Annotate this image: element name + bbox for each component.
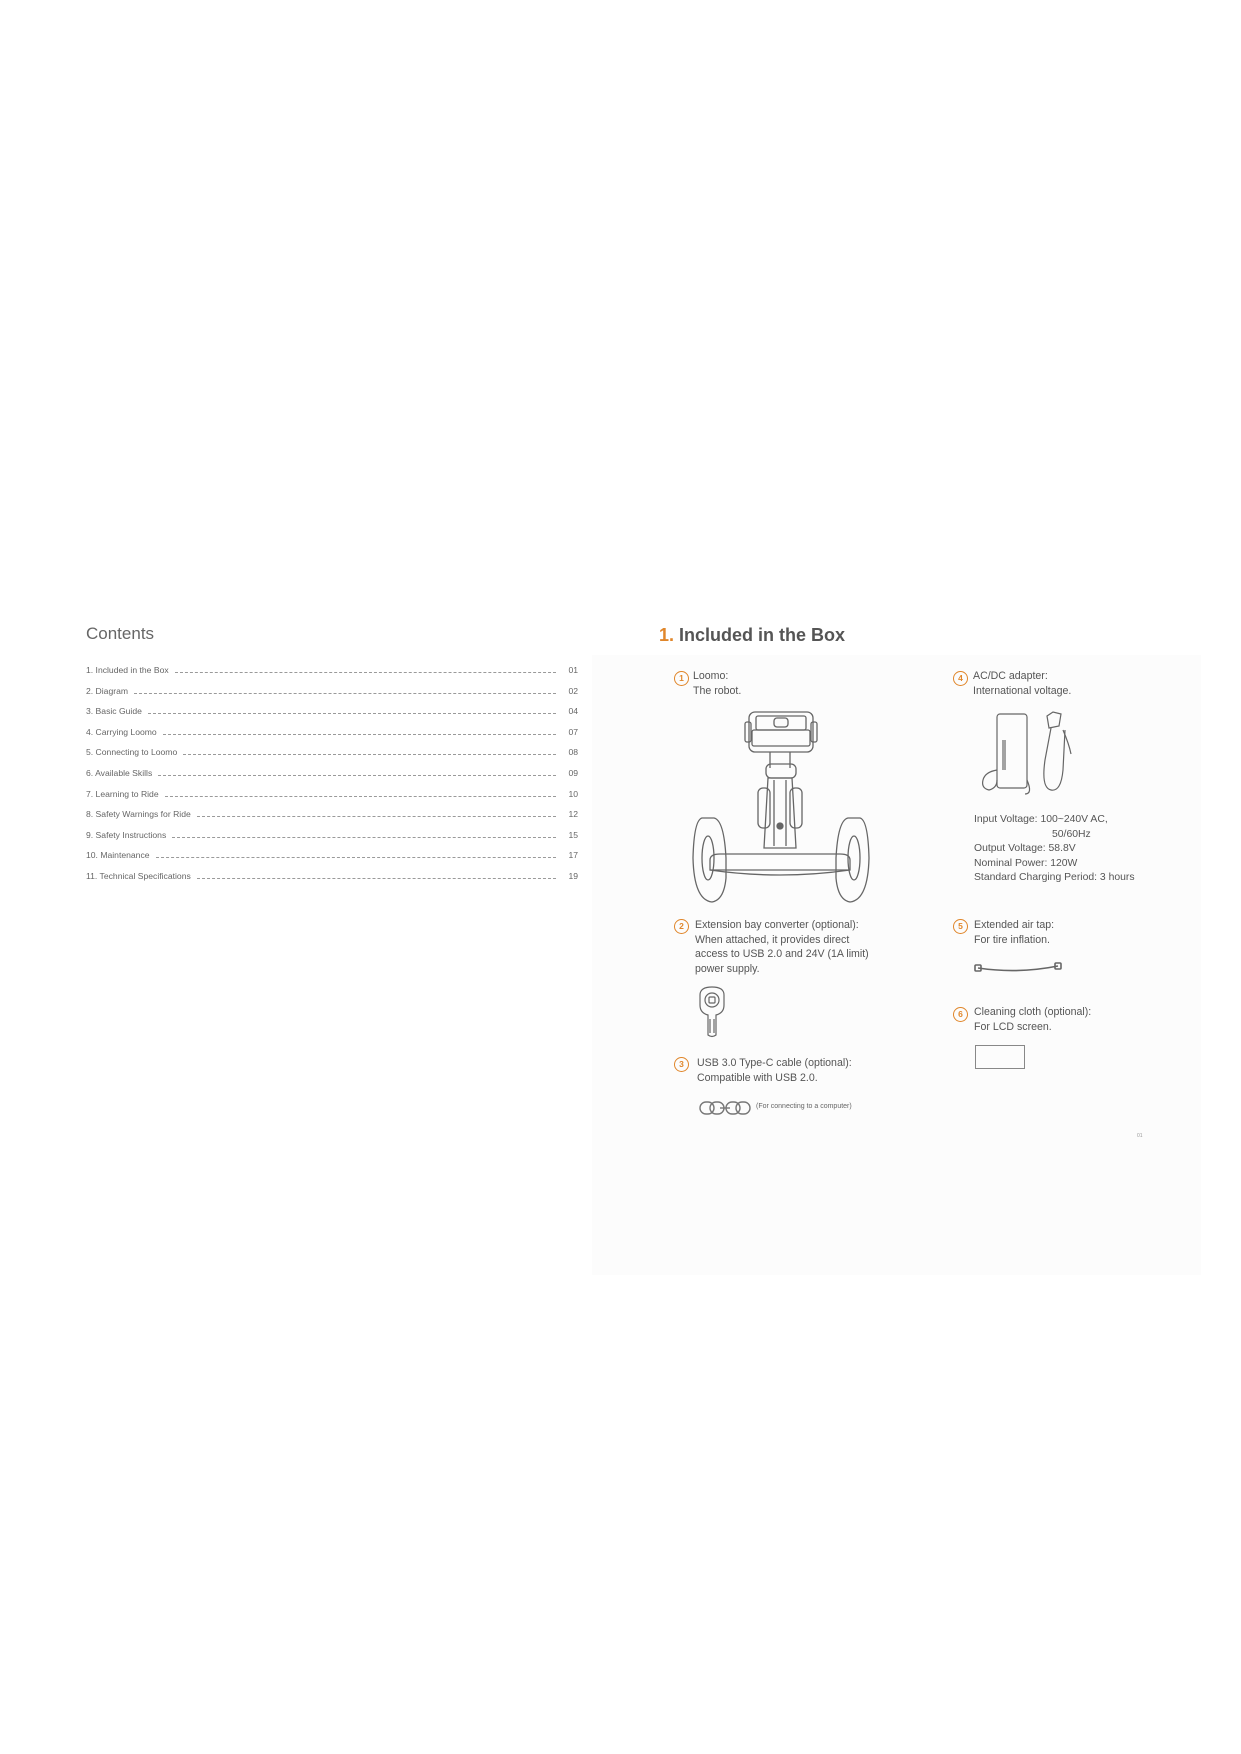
loomo-robot-illustration	[690, 708, 875, 908]
item-badge-2: 2	[674, 919, 689, 934]
item-badge-1: 1	[674, 671, 689, 686]
toc-entry-page: 10	[568, 788, 578, 799]
adapter-illustration	[975, 710, 1075, 796]
toc-entry-page: 01	[568, 665, 578, 675]
toc-leader-dots	[197, 816, 556, 817]
toc-entry-page: 09	[568, 767, 578, 778]
item-adapter-title: AC/DC adapter:	[973, 670, 1048, 682]
toc-entry-label: 3. Basic Guide	[86, 706, 142, 717]
usb-cable-note: (For connecting to a computer)	[756, 1103, 852, 1110]
item-cloth-title: Cleaning cloth (optional):	[974, 1006, 1092, 1018]
toc-leader-dots	[158, 775, 556, 776]
spec-output-voltage: Output Voltage: 58.8V	[974, 843, 1076, 855]
item-usb-title: USB 3.0 Type-C cable (optional):	[697, 1057, 852, 1069]
item-badge-5: 5	[953, 919, 968, 934]
item-badge-4: 4	[953, 671, 968, 686]
item-loomo	[693, 669, 741, 698]
toc-leader-dots	[148, 713, 556, 714]
spec-input-voltage: Input Voltage: 100~240V AC,	[974, 814, 1108, 825]
cleaning-cloth-illustration	[975, 1045, 1025, 1069]
item-extension-bay	[695, 918, 869, 976]
toc-leader-dots	[156, 857, 556, 858]
toc-entry[interactable]	[86, 871, 578, 892]
toc-entry-label: 4. Carrying Loomo	[86, 726, 157, 737]
toc-entry[interactable]	[86, 789, 578, 810]
item-cleaning-cloth	[974, 1005, 1091, 1034]
item-air-tap-desc: For tire inflation.	[974, 933, 1050, 946]
toc-leader-dots	[163, 734, 556, 735]
toc-entry[interactable]	[86, 850, 578, 871]
item-loomo-title: Loomo:	[693, 670, 729, 682]
toc-entry-label: 1. Included in the Box	[86, 665, 169, 675]
section-title-text: Included in the Box	[679, 625, 846, 645]
toc-entry-label: 11. Technical Specifications	[86, 870, 191, 881]
toc-leader-dots	[165, 796, 556, 797]
toc-leader-dots	[197, 878, 556, 879]
air-tap-illustration	[974, 960, 1062, 976]
toc-entry-page: 12	[568, 809, 578, 820]
usb-cable-illustration	[698, 1098, 752, 1118]
item-extension-title: Extension bay converter (optional):	[695, 919, 859, 931]
spec-charging-period: Standard Charging Period: 3 hours	[974, 872, 1135, 884]
item-extension-desc-1: When attached, it provides direct	[695, 933, 850, 946]
toc-entry[interactable]	[86, 686, 578, 707]
item-adapter	[973, 669, 1071, 698]
toc-entry-label: 2. Diagram	[86, 685, 129, 696]
spec-input-frequency: 50/60Hz	[1052, 828, 1091, 840]
item-cloth-desc: For LCD screen.	[974, 1020, 1052, 1033]
item-extension-desc-2: access to USB 2.0 and 24V (1A limit)	[695, 948, 869, 961]
contents-title: Contents	[86, 624, 155, 643]
page-background	[592, 655, 1201, 1275]
item-extension-desc-3: power supply.	[695, 962, 760, 975]
toc-entry-page: 04	[568, 706, 578, 717]
toc-leader-dots	[172, 837, 556, 838]
item-usb-cable	[697, 1056, 852, 1085]
toc-entry[interactable]	[86, 809, 578, 830]
item-usb-desc: Compatible with USB 2.0.	[697, 1071, 818, 1084]
item-air-tap-title: Extended air tap:	[974, 919, 1055, 931]
toc-entry[interactable]	[86, 830, 578, 851]
toc-entry-page: 07	[568, 726, 578, 737]
toc-leader-dots	[175, 672, 556, 673]
toc-entry-page: 08	[568, 747, 578, 758]
item-badge-3: 3	[674, 1057, 689, 1072]
toc-leader-dots	[134, 693, 556, 694]
toc-entry[interactable]	[86, 747, 578, 768]
toc-entry-label: 10. Maintenance	[86, 850, 150, 861]
toc-entry-label: 8. Safety Warnings for Ride	[86, 809, 191, 820]
toc-entry-label: 9. Safety Instructions	[86, 829, 167, 840]
toc-entry[interactable]	[86, 727, 578, 748]
toc-entry-page: 19	[568, 870, 578, 881]
toc-leader-dots	[183, 754, 556, 755]
section-title	[659, 625, 845, 646]
extension-converter-illustration	[694, 985, 730, 1039]
item-badge-6: 6	[953, 1007, 968, 1022]
section-number: 1.	[659, 625, 675, 645]
toc-entry-page: 02	[568, 685, 578, 696]
contents-list	[86, 665, 578, 892]
item-adapter-desc: International voltage.	[973, 684, 1072, 697]
toc-entry-label: 5. Connecting to Loomo	[86, 747, 178, 758]
page-number: 01	[1137, 1133, 1143, 1139]
adapter-specs	[974, 813, 1135, 886]
toc-entry[interactable]	[86, 665, 578, 686]
toc-entry-page: 15	[568, 829, 578, 840]
toc-entry[interactable]	[86, 768, 578, 789]
item-loomo-desc: The robot.	[693, 684, 742, 697]
toc-entry[interactable]	[86, 706, 578, 727]
spec-nominal-power: Nominal Power: 120W	[974, 857, 1078, 869]
toc-entry-page: 17	[568, 850, 578, 861]
item-air-tap	[974, 918, 1054, 947]
toc-entry-label: 7. Learning to Ride	[86, 788, 159, 799]
toc-entry-label: 6. Available Skills	[86, 767, 153, 778]
